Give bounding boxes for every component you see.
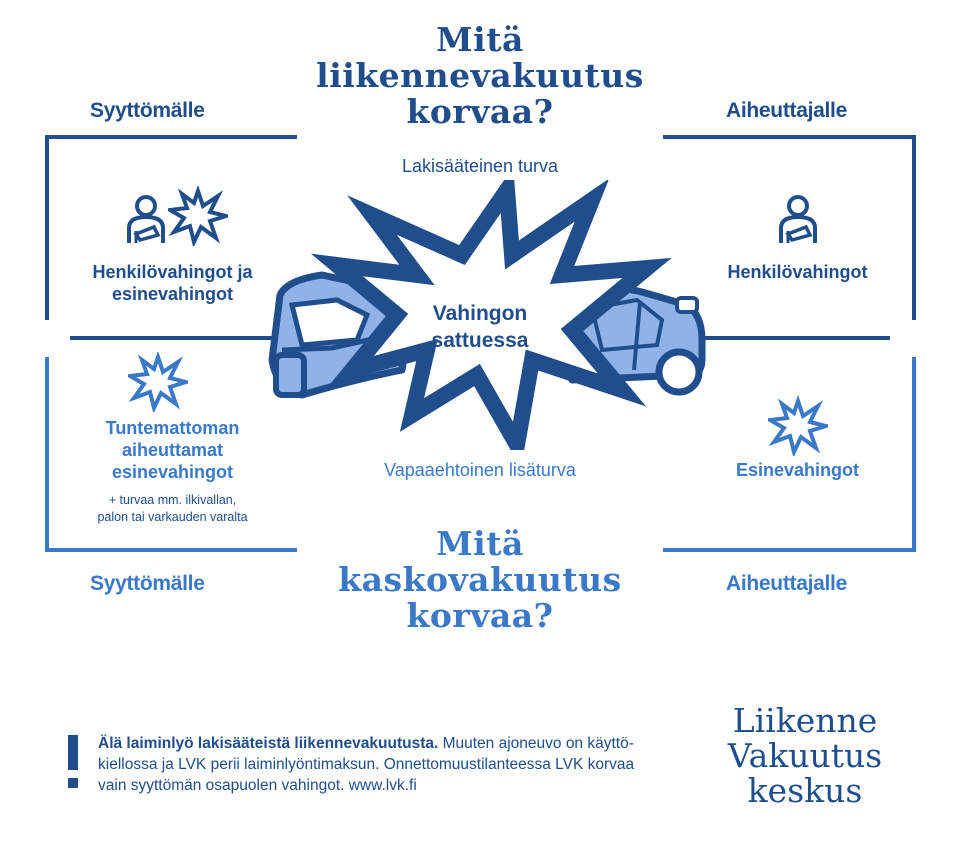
logo-line-3: keskus bbox=[747, 771, 863, 810]
comprehensive-title-line-1: Mitä bbox=[436, 524, 524, 563]
footer-line-3: vain syyttömän osapuolen vahingot. www.lvk.fi bbox=[98, 777, 417, 794]
liability-left-box-text bbox=[55, 261, 290, 305]
comprehensive-caption: Vapaaehtoinen lisäturva bbox=[384, 460, 576, 480]
comprehensive-left-note bbox=[55, 492, 290, 526]
injured-person-icon bbox=[776, 193, 824, 245]
logo-line-2: Vakuutus bbox=[727, 736, 883, 775]
liability-caption: Lakisääteinen turva bbox=[401, 156, 559, 176]
comprehensive-left-box-line-2: aiheuttamat bbox=[121, 440, 224, 460]
injured-person-icon bbox=[124, 193, 172, 245]
comprehensive-title bbox=[300, 526, 660, 634]
center-label bbox=[400, 300, 560, 354]
footer-exclamation-bar bbox=[68, 735, 78, 770]
comprehensive-left-box-line-3: esinevahingot bbox=[111, 462, 234, 482]
comprehensive-left-note-line-1: + turvaa mm. ilkivallan, bbox=[108, 493, 237, 507]
footer-exclamation-dot bbox=[68, 778, 78, 788]
liability-left-box-line-1: Henkilövahingot ja bbox=[92, 262, 253, 282]
comprehensive-right-box-text: Esinevahingot bbox=[735, 460, 860, 480]
comprehensive-title-line-2: kaskovakuutus bbox=[338, 560, 622, 599]
footer-line-2: kiellossa ja LVK perii laiminlyöntimaksun. Onnettomuustilanteessa LVK korvaa bbox=[98, 756, 635, 773]
comprehensive-left-box-text bbox=[55, 417, 290, 483]
comprehensive-left-label: Syyttömälle bbox=[90, 572, 205, 595]
center-label-line-2: sattuessa bbox=[431, 329, 529, 352]
footer-line-1 bbox=[98, 733, 688, 754]
liability-title-line-2: liikennevakuutus bbox=[316, 56, 644, 95]
liability-right-label: Aiheuttajalle bbox=[726, 99, 847, 122]
footer-bold-text: Älä laiminlyö lakisääteistä liikennevakuutusta. bbox=[98, 735, 439, 752]
comprehensive-left-box-line-1: Tuntemattoman bbox=[105, 418, 240, 438]
comprehensive-right-label: Aiheuttajalle bbox=[726, 572, 847, 595]
center-label-line-1: Vahingon bbox=[432, 302, 528, 325]
damage-burst-icon bbox=[768, 396, 828, 456]
footer-text bbox=[98, 733, 688, 796]
footer-line-1-rest: Muuten ajoneuvo on käyttö- bbox=[438, 735, 634, 752]
liability-title-line-3: korvaa? bbox=[406, 92, 554, 131]
liability-title bbox=[300, 22, 660, 130]
lvk-logo bbox=[705, 703, 905, 808]
damage-burst-icon bbox=[128, 352, 188, 412]
liability-title-line-1: Mitä bbox=[436, 20, 524, 59]
damage-burst-icon bbox=[168, 186, 228, 246]
logo-line-1: Liikenne bbox=[732, 701, 878, 740]
liability-left-label: Syyttömälle bbox=[90, 99, 205, 122]
comprehensive-title-line-3: korvaa? bbox=[406, 596, 554, 635]
comprehensive-left-note-line-2: palon tai varkauden varalta bbox=[97, 510, 248, 524]
liability-left-box-line-2: esinevahingot bbox=[111, 284, 234, 304]
liability-right-box-text: Henkilövahingot bbox=[727, 262, 868, 282]
